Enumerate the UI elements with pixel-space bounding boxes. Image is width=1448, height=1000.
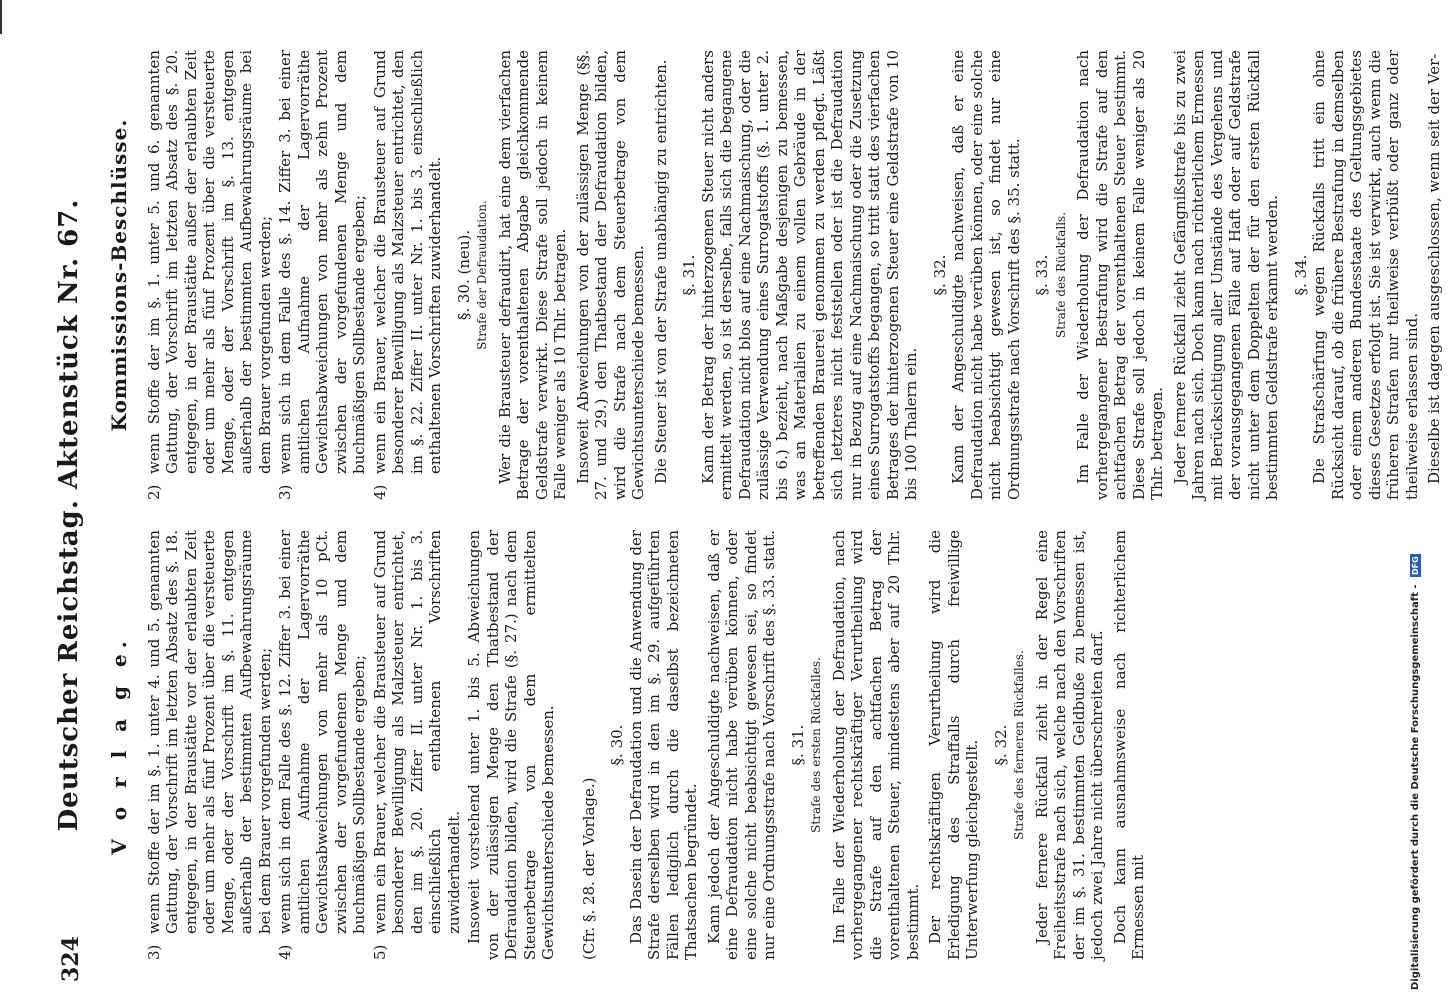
section-heading: §. 32. [930, 254, 949, 296]
paragraph: Insoweit vorstehend unter 1. bis 5. Abweichungen von der zulässigen Menge den Thatbestand der Defraudation bilden, wird die Strafe (§. 27.) nach dem Steuerbetrage von dem ermittelten Gewichtsunterschiede bemessen. [465, 530, 557, 960]
rotated-page-content [40, 40, 1443, 990]
paragraph: Das Dasein der Defraudation und die Anwendung der Strafe derselben wird in den im §. 29. aufgeführten Fällen lediglich durch die daselbst bezeichneten Thatsachen begründet. [626, 530, 700, 960]
section-heading: §. 32. [991, 724, 1010, 766]
page-edge-mark [0, 0, 2, 34]
left-column-vorlage [107, 530, 1152, 960]
page-header [40, 40, 110, 990]
section-subtitle: Strafe des ersten Rückfalles. [809, 657, 823, 833]
dfg-logo: DFG [1411, 556, 1420, 575]
right-column-title: Kommissions-Beschlüsse. [107, 118, 131, 432]
paragraph: Der rechtskräftigen Verurtheilung wird die Erledigung des Straffalls durch freiwillige Unterwerfung gleichgestellt. [926, 530, 981, 960]
paragraph: Kann jedoch der Angeschuldigte nachweisen, daß er eine Defraudation nicht habe verüben können, oder eine solche nicht beabsichtigt gewesen sei, so findet nur eine Ordnungsstrafe nach Vorschrift des §. 33. statt. [704, 530, 778, 960]
section-subtitle: Strafe der Defraudation. [475, 200, 489, 350]
section-heading: §. 34. [1291, 254, 1310, 296]
paragraph: Jeder fernere Rückfall zieht Gefängnißstrafe bis zu zwei Jahren nach sich. Doch kann nach richterlichem Ermessen mit Berücksichtigung aller Umstände des Vergehens und der vorausgegangenen Fälle auf Haft oder auf Geldstrafe nicht unter dem Doppelten der für den ersten Rückfall bestimmten Geldstrafe erkannt werden. [1170, 50, 1281, 500]
right-column-kommissions-beschluesse [107, 50, 1448, 500]
paragraph: Insoweit Abweichungen von der zulässigen Menge (§§. 27. und 29.) den Thatbestand der Defraudation bilden, wird die Strafe nach dem Steuerbetrage von dem Gewichtsunterschiede bemessen. [573, 50, 647, 500]
section-heading: §. 30. (neu). [454, 229, 473, 321]
paragraph: Wer die Brausteuer defraudirt, hat eine dem vierfachen Betrage der vorenthaltenen Abgabe gleichkommende Geldstrafe verwirkt. Diese Strafe soll jedoch in keinem Falle weniger als 10 Thlr. betragen. [495, 50, 569, 500]
cross-reference-note: (Cfr. §. 28. der Vorlage.) [579, 777, 598, 960]
paragraph: Im Falle der Wiederholung der Defraudation nach vorhergegangener Bestrafung wird die Strafe auf den achtfachen Betrag der vorenthaltenen Steuer bestimmt. Diese Strafe soll jedoch in keinem Falle weniger als 20 Thlr. betragen. [1074, 50, 1166, 500]
paragraph: Die Strafschärfung wegen Rückfalls tritt ein ohne Rücksicht darauf, ob die frühere Bestrafung in demselben oder einem anderen Bundesstaate des Geltungsgebietes dieses Gesetzes erfolgt ist. Sie ist verwirkt, auch wenn die früheren Strafen nur theilweise verbüßt oder ganz oder theilweise erlassen sind. [1310, 50, 1421, 500]
paragraph: Kann der Betrag der hinterzogenen Steuer nicht anders ermittelt werden, so ist derselbe, falls sich die begangene Defraudation nicht blos auf eine Nachmaischung, oder die zulässige Verwendung eines Surrogatstoffs (§. 1. unter 2. bis 6.) bezieht, nach Maßgabe desjenigen zu bemessen, was an Materialien zu einem vollen Gebräude in der betreffenden Brauerei genommen zu werden pflegt. Läßt sich letzteres nicht feststellen oder ist die Defraudation nur in Bezug auf eine Nachmaischung oder die Zusetzung eines Surrogatstoffs begangen, so tritt statt des vierfachen Betrages der hinterzogenen Steuer eine Geldstrafe von 10 bis 100 Thalern ein. [698, 50, 920, 500]
credit-text: Digitalisierung gefördert durch die Deutsche Forschungsgemeinschaft - [1410, 584, 1421, 990]
list-item: 4) wenn sich in dem Falle des §. 12. Ziffer 3. bei einer amtlichen Aufnahme der Lagervorräthe Gewichtsabweichungen von mehr als 10 pCt. zwischen der vorgefundenen Menge und dem buchmäßigen Sollbestande ergeben; [276, 530, 368, 960]
list-item: 2) wenn Stoffe der im §. 1. unter 5. und 6. genannten Gattung, der Vorschrift im letzten Absatz des §. 20. entgegen, in der Braustätte außer der erlaubten Zeit oder um mehr als fünf Prozent über die versteuerte Menge, oder der Vorschrift im §. 13. entgegen außerhalb der bestimmten Aufbewahrungsräume bei dem Brauer vorgefunden werden; [144, 50, 274, 500]
section-heading: §. 33. [1033, 254, 1051, 296]
running-title: Deutscher Reichstag. Aktenstück Nr. 67. [54, 198, 84, 832]
section-heading: §. 30. [608, 724, 626, 766]
paragraph: Doch kann ausnahmsweise nach richterlichem Ermessen mit [1110, 530, 1147, 960]
left-column-title: V o r l a g e. [107, 635, 131, 855]
list-item: 3) wenn sich in dem Falle des §. 14. Ziffer 3. bei einer amtlichen Aufnahme der Lagervorräthe Gewichtsabweichungen von mehr als zehn Prozent zwischen der vorgefundenen Menge und dem buchmäßigen Sollbestande ergeben; [276, 50, 368, 500]
paragraph: Kann der Angeschuldigte nachweisen, daß er eine Defraudation nicht habe verüben können, oder eine solche nicht beabsichtigt gewesen ist, so findet nur eine Ordnungsstrafe nach Vorschrift des §. 35. statt. [949, 50, 1023, 500]
section-subtitle: Strafe des Rückfalls. [1053, 211, 1068, 339]
section-heading: §. 31. [788, 724, 807, 766]
page-number: 324 [58, 936, 84, 982]
paragraph: Dieselbe ist dagegen ausgeschlossen, wenn seit der Ver- [1425, 53, 1443, 484]
list-item: 3) wenn Stoffe der im §. 1. unter 4. und 5. genannten Gattung, der Vorschrift im letzten Absatz des §. 18. entgegen, in der Braustätte vor der erlaubten Zeit oder um mehr als fünf Prozent über die versteuerte Menge, oder der Vorschrift im §. 11. entgegen außerhalb der bestimmten Aufbewahrungsräume bei dem Brauer vorgefunden werden; [144, 530, 274, 960]
section-heading: §. 31. [680, 254, 698, 296]
section-subtitle: Strafe des ferneren Rückfalles. [1012, 650, 1026, 840]
paragraph: Jeder fernere Rückfall zieht in der Regel eine Freiheitsstrafe nach sich, welche nach den Vorschriften der im §. 31. bestimmten Geldbuße zu bemessen ist, jedoch zwei Jahre nicht überschreiten darf. [1032, 530, 1106, 960]
list-item: 5) wenn ein Brauer, welcher die Brausteuer auf Grund besonderer Bewilligung als Malzsteuer entrichtet, den im §. 20. Ziffer II. unter Nr. 1. bis 3. einschließlich enthaltenen Vorschriften zuwiderhandelt. [370, 530, 463, 960]
list-item: 4) wenn ein Brauer, welcher die Brausteuer auf Grund besonderer Bewilligung als Malzsteuer entrichtet, den im §. 22. Ziffer II. unter Nr. 1. bis 3. einschließlich enthaltenen Vorschriften zuwiderhandelt. [370, 50, 444, 500]
paragraph: Im Falle der Wiederholung der Defraudation, nach vorhergegangener rechtskräftiger Verurtheilung wird die Strafe auf den achtfachen Betrag der vorenthaltenen Steuer, mindestens aber auf 20 Thlr. bestimmt. [829, 530, 922, 960]
digitization-credit [1410, 10, 1430, 990]
paragraph: Die Steuer ist von der Strafe unabhängig zu entrichten. [651, 59, 670, 484]
